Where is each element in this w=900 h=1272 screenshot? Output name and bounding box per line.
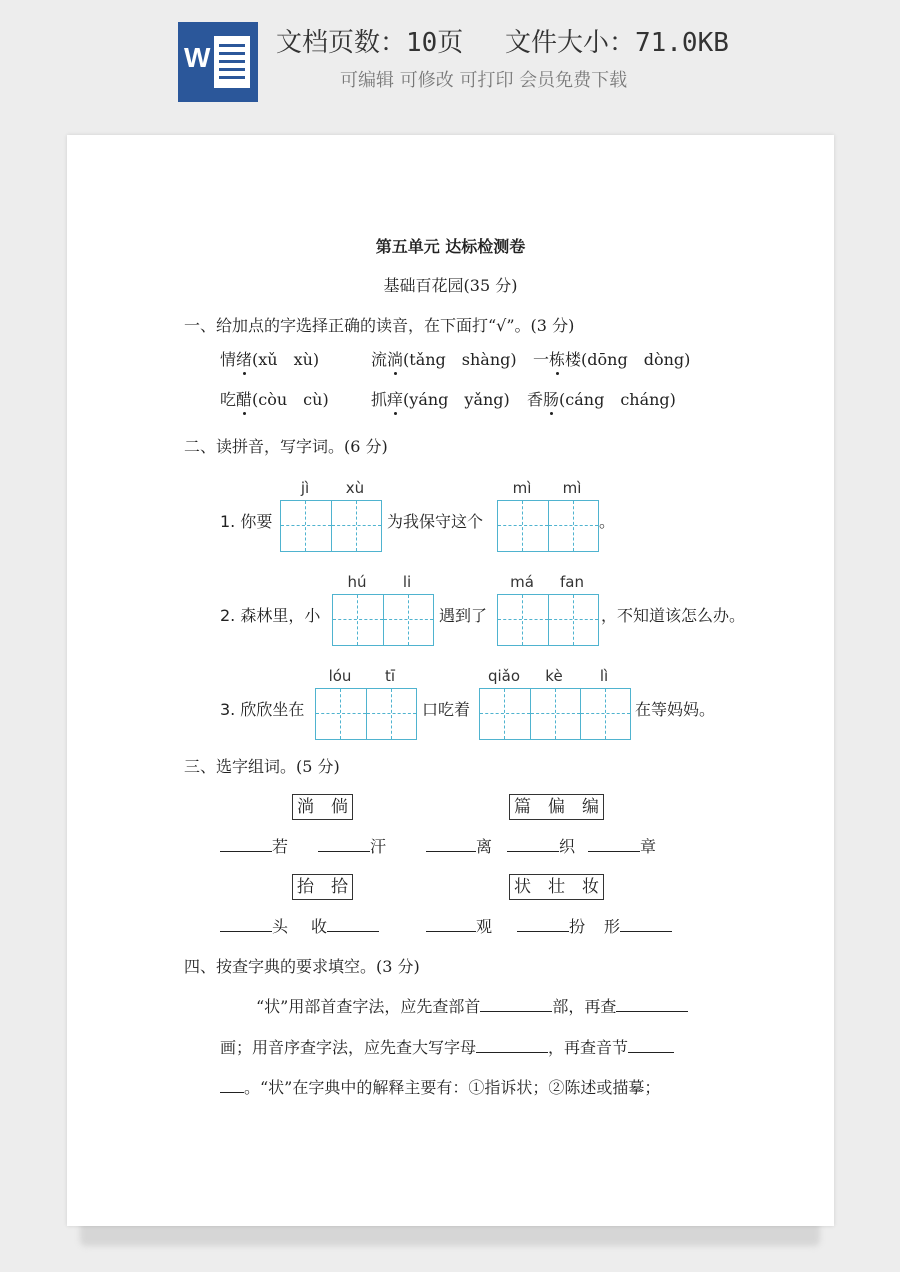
pinyin-label: lóu — [328, 667, 352, 685]
q1-item: 香肠(cáng cháng) — [527, 390, 676, 409]
pinyin-label: má — [510, 573, 534, 591]
pinyin-label: lì — [599, 667, 609, 685]
document-page — [67, 135, 834, 1226]
fill-blank-row: 观 — [426, 917, 492, 937]
pinyin-label: jì — [300, 479, 310, 497]
writing-grid[interactable] — [497, 594, 599, 646]
q3-title: 三、选字组词。(5 分) — [184, 757, 340, 776]
fill-blank-row: 离 — [426, 837, 492, 857]
pinyin-label: hú — [347, 573, 367, 591]
fill-blank-row: 织 — [507, 837, 575, 857]
fill-blank-row: 若 — [220, 837, 288, 857]
fill-blank-row: 形 — [604, 917, 672, 937]
pinyin-label: mì — [512, 479, 532, 497]
q1-item: 吃醋(còu cù) — [220, 390, 329, 409]
doc-title: 第五单元 达标检测卷 — [375, 237, 526, 256]
q2-sentence-mid: 为我保守这个 — [387, 512, 484, 531]
writing-grid[interactable] — [332, 594, 434, 646]
pinyin-label: fan — [560, 573, 584, 591]
q2-sentence-mid: 遇到了 — [439, 606, 488, 625]
char-choice-box: 淌 倘 — [292, 794, 353, 820]
file-info-subtitle: 可编辑 可修改 可打印 会员免费下载 — [340, 70, 628, 91]
q2-sentence-mid: 口吃着 — [422, 700, 471, 719]
q2-sentence-post: 在等妈妈。 — [635, 700, 716, 719]
pinyin-label: qiǎo — [487, 667, 521, 685]
char-choice-box: 状 壮 妆 — [509, 874, 604, 900]
fill-blank-row: 汗 — [318, 837, 386, 857]
q2-sentence-post: ，不知道该怎么办。 — [601, 606, 746, 625]
pinyin-label: tī — [384, 667, 396, 685]
q4-line: “状”用部首查字法，应先查部首 部，再查 — [256, 997, 688, 1017]
pinyin-label: xù — [345, 479, 365, 497]
char-choice-box: 抬 拾 — [292, 874, 353, 900]
q1-item: 流淌(tǎng shàng) — [371, 350, 517, 369]
q2-sentence-pre: 1. 你要 — [220, 512, 273, 531]
writing-grid[interactable] — [479, 688, 631, 740]
pinyin-label: kè — [545, 667, 563, 685]
section-heading: 基础百花园(35 分) — [383, 276, 518, 295]
q1-title: 一、给加点的字选择正确的读音，在下面打“√”。(3 分) — [184, 316, 575, 335]
q2-sentence-post: 。 — [599, 512, 616, 531]
q1-item: 抓痒(yáng yǎng) — [371, 390, 510, 409]
q2-title: 二、读拼音，写字词。(6 分) — [184, 437, 388, 456]
q4-line: 。“状”在字典中的解释主要有：①指诉状；②陈述或描摹； — [220, 1078, 660, 1098]
q2-sentence-pre: 2. 森林里，小 — [220, 606, 321, 625]
fill-blank-row: 扮 — [517, 917, 585, 937]
fill-blank-row: 头 — [220, 917, 288, 937]
q4-line: 画；用音序查字法，应先查大写字母 ，再查音节 — [220, 1038, 674, 1058]
writing-grid[interactable] — [280, 500, 382, 552]
fill-blank-row: 章 — [588, 837, 656, 857]
q4-title: 四、按查字典的要求填空。(3 分) — [184, 957, 420, 976]
file-info-title: 文档页数：10页 文件大小：71.0KB — [276, 28, 729, 58]
writing-grid[interactable] — [315, 688, 417, 740]
q2-sentence-pre: 3. 欣欣坐在 — [220, 700, 305, 719]
fill-blank-row: 收 — [311, 917, 379, 937]
q1-item: 一栋楼(dōng dòng) — [533, 350, 691, 369]
word-document-icon: W — [178, 22, 258, 102]
char-choice-box: 篇 偏 编 — [509, 794, 604, 820]
q1-item: 情绪(xǔ xù) — [220, 350, 320, 369]
writing-grid[interactable] — [497, 500, 599, 552]
pinyin-label: li — [402, 573, 412, 591]
pinyin-label: mì — [562, 479, 582, 497]
